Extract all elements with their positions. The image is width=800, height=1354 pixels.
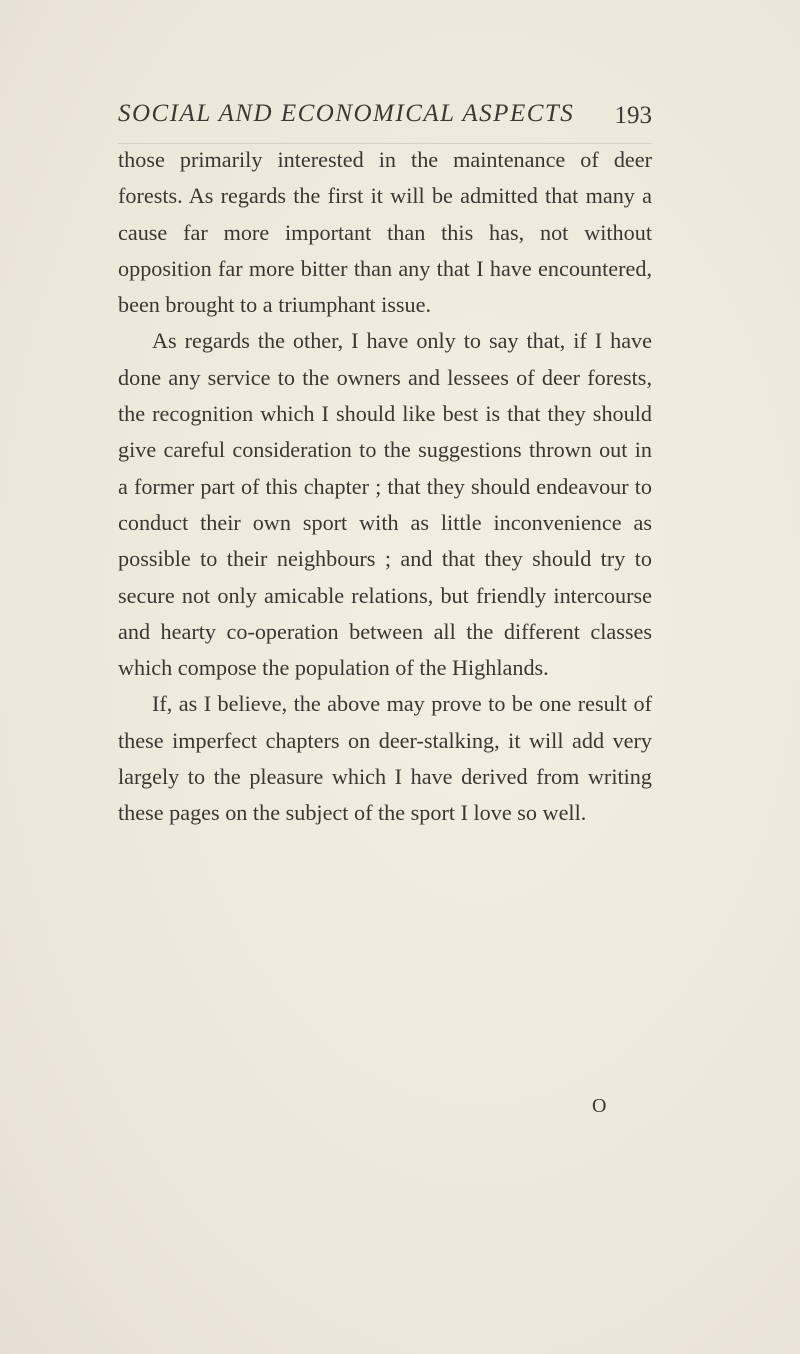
paragraph: those primarily interested in the maintenance of deer forests. As regards the first it will be admitted that many a cause far more important than this has, not without opposition far more bitter than any that I have encountered, been brought to a triumphant issue. — [118, 147, 652, 318]
running-head — [118, 100, 652, 136]
running-title: SOCIAL AND ECONOMICAL ASPECTS — [118, 100, 575, 127]
paragraph: As regards the other, I have only to say that, if I have done any service to the owners and lessees of deer forests, the recognition which I should like best is that they should give careful consideration to the suggestions thrown out in a former part of this chapter ; that they should endeavour to conduct their own sport with as little inconvenience as possible to their neighbours ; and that they should try to secure not only amicable relations, but friendly intercourse and hearty co-operation between all the different classes which compose the population of the Highlands. — [118, 328, 652, 681]
paragraph: If, as I believe, the above may prove to be one result of these imperfect chapters on deer-stalking, it will add very largely to the pleasure which I have derived from writing these pages on the subject of the sport I love so well. — [118, 691, 652, 826]
signature-mark: O — [592, 1095, 607, 1117]
body-text — [118, 142, 652, 832]
page-number: 193 — [614, 102, 652, 129]
